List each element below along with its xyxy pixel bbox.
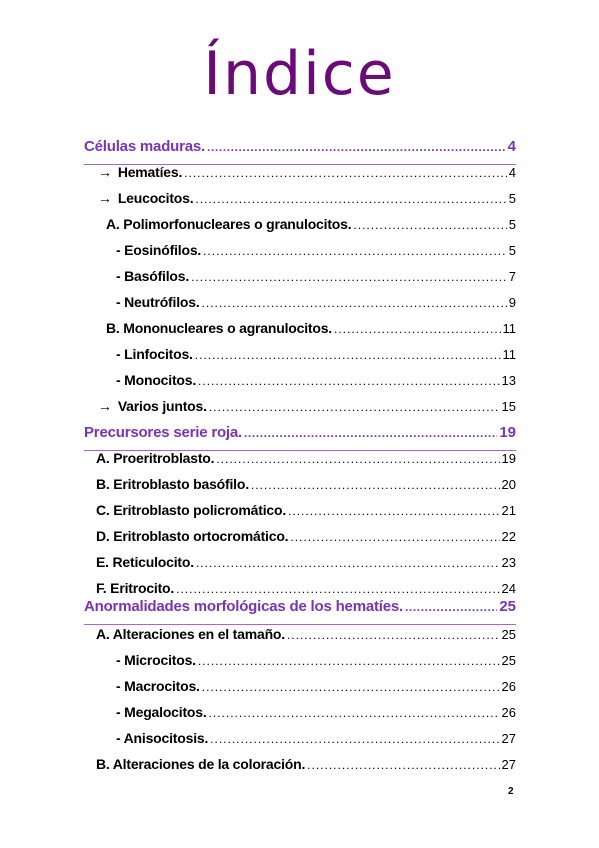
toc-entry[interactable] <box>116 730 516 756</box>
dot-leader <box>202 680 500 694</box>
toc-entry[interactable] <box>116 704 516 730</box>
toc-page-number: 22 <box>501 529 516 544</box>
toc-entry-label <box>84 424 242 441</box>
toc-entry-text: Precursores serie roja. <box>84 424 242 441</box>
toc-page-number: 13 <box>501 373 516 388</box>
toc-entry-label <box>96 580 174 596</box>
toc-entry-label <box>106 320 332 336</box>
toc-section[interactable] <box>84 598 516 624</box>
toc-entry[interactable] <box>96 626 516 652</box>
toc-entry-text: - Microcitos. <box>116 652 196 668</box>
toc-entry[interactable] <box>98 398 516 424</box>
toc-entry-label <box>116 294 200 310</box>
toc-entry[interactable] <box>116 242 516 268</box>
toc-entry[interactable] <box>116 652 516 678</box>
arrow-icon: → <box>98 398 112 414</box>
dot-leader <box>244 426 497 440</box>
toc-page-number: 7 <box>508 269 516 284</box>
toc-page-number: 25 <box>501 627 516 642</box>
toc-entry-label <box>98 190 193 206</box>
toc-entry-text: - Anisocitosis. <box>116 730 209 746</box>
toc-entry[interactable] <box>116 678 516 704</box>
toc-entry-label <box>96 476 249 492</box>
toc-entry-text: Leucocitos. <box>117 190 194 206</box>
dot-leader <box>176 582 499 596</box>
toc-entry-text: A. Alteraciones en el tamaño. <box>96 626 285 642</box>
page-number: 2 <box>508 786 514 797</box>
toc-page-number: 24 <box>501 581 516 596</box>
toc-page-number: 4 <box>508 165 516 180</box>
toc-entry-text: A. Polimorfonucleares o granulocitos. <box>106 216 352 232</box>
toc-entry-label <box>116 704 207 720</box>
toc-entry-text: E. Reticulocito. <box>96 554 194 570</box>
toc-entry-label <box>116 730 208 746</box>
toc-entry[interactable] <box>116 268 516 294</box>
toc-page-number: 21 <box>501 503 516 518</box>
toc-entry-text: Hematíes. <box>117 164 183 180</box>
toc-entry-text: - Monocitos. <box>116 372 197 388</box>
toc-page-number: 27 <box>501 731 516 746</box>
toc-entry-text: Varios juntos. <box>117 398 207 414</box>
toc-entry-label <box>96 626 285 642</box>
toc-entry-text: - Neutrófilos. <box>116 294 200 310</box>
dot-leader <box>251 478 500 492</box>
arrow-icon: → <box>98 164 112 180</box>
dot-leader <box>307 758 499 772</box>
dot-leader <box>207 140 506 154</box>
toc-entry-label <box>116 268 189 284</box>
toc-page-number: 15 <box>501 399 516 414</box>
toc-entry-label <box>116 678 200 694</box>
toc-entry-label <box>96 528 288 544</box>
toc-page-number: 19 <box>501 451 516 466</box>
dot-leader <box>287 628 500 642</box>
toc-entry-label <box>84 598 403 615</box>
dot-leader <box>195 348 501 362</box>
toc-entry[interactable] <box>106 216 516 242</box>
toc-entry-text: B. Mononucleares o agranulocitos. <box>106 320 332 336</box>
toc-page-number: 5 <box>508 191 516 206</box>
toc-page-number: 9 <box>508 295 516 310</box>
toc-entry-text: Anormalidades morfológicas de los hematíes. <box>84 598 403 615</box>
arrow-icon: → <box>98 190 112 206</box>
toc-entry[interactable] <box>96 554 516 580</box>
toc-entry-text: C. Eritroblasto policromático. <box>96 502 287 518</box>
toc-entry-label <box>84 138 205 155</box>
toc-entry[interactable] <box>98 190 516 216</box>
dot-leader <box>210 732 499 746</box>
dot-leader <box>195 192 506 206</box>
dot-leader <box>209 400 500 414</box>
toc-page-number: 27 <box>501 757 516 772</box>
toc-entry-label <box>96 450 214 466</box>
toc-entry-text: B. Alteraciones de la coloración. <box>96 756 306 772</box>
toc-entry[interactable] <box>98 164 516 190</box>
toc-entry[interactable] <box>116 294 516 320</box>
toc-entry-label <box>116 652 196 668</box>
dot-leader <box>405 600 497 614</box>
dot-leader <box>209 706 500 720</box>
toc-entry-label <box>106 216 351 232</box>
dot-leader <box>203 244 507 258</box>
page-title: Índice <box>203 39 396 109</box>
toc-entry[interactable] <box>96 756 516 782</box>
toc-entry-text: Células maduras. <box>84 138 206 155</box>
toc-entry[interactable] <box>96 502 516 528</box>
toc-page-number: 25 <box>501 653 516 668</box>
toc-entry-label <box>96 502 286 518</box>
dot-leader <box>202 296 507 310</box>
toc-section[interactable] <box>84 138 516 164</box>
toc-page-number: 23 <box>501 555 516 570</box>
toc-entry-text: D. Eritroblasto ortocromático. <box>96 528 289 544</box>
toc-entry-text: - Megalocitos. <box>116 704 207 720</box>
toc-entry-label <box>98 398 207 414</box>
toc-entry[interactable] <box>116 346 516 372</box>
toc-entry[interactable] <box>96 450 516 476</box>
dot-leader <box>353 218 506 232</box>
toc-page-number: 4 <box>507 138 516 155</box>
toc-entry[interactable] <box>106 320 516 346</box>
toc-entry[interactable] <box>96 528 516 554</box>
section-underline <box>84 624 516 625</box>
toc-page-number: 25 <box>499 598 516 615</box>
toc-entry-label <box>116 346 193 362</box>
dot-leader <box>334 322 501 336</box>
dot-leader <box>216 452 499 466</box>
toc-entry-label <box>98 164 182 180</box>
toc-entry[interactable] <box>116 372 516 398</box>
dot-leader <box>184 166 507 180</box>
toc-entry-text: - Linfocitos. <box>116 346 193 362</box>
toc-page-number: 11 <box>502 321 516 336</box>
dot-leader <box>290 530 499 544</box>
dot-leader <box>198 374 499 388</box>
toc-entry[interactable] <box>96 476 516 502</box>
dot-leader <box>196 556 500 570</box>
toc-page-number: 5 <box>508 243 516 258</box>
toc-entry-label <box>116 242 201 258</box>
toc-page-number: 26 <box>501 679 516 694</box>
toc-entry-label <box>96 756 305 772</box>
toc-entry-text: B. Eritroblasto basófilo. <box>96 476 249 492</box>
dot-leader <box>198 654 500 668</box>
toc-entry-text: - Eosinófilos. <box>116 242 202 258</box>
toc-entry-text: F. Eritrocito. <box>96 580 175 596</box>
toc-section[interactable] <box>84 424 516 450</box>
dot-leader <box>288 504 500 518</box>
toc-entry-text: A. Proeritroblasto. <box>96 450 215 466</box>
toc-entry-label <box>116 372 196 388</box>
toc-page-number: 20 <box>501 477 516 492</box>
toc-entry-label <box>96 554 194 570</box>
dot-leader <box>191 270 507 284</box>
toc-entry-text: - Basófilos. <box>116 268 190 284</box>
toc-entry-text: - Macrocitos. <box>116 678 200 694</box>
toc-page-number: 19 <box>499 424 516 441</box>
toc-page-number: 5 <box>508 217 516 232</box>
toc-page-number: 11 <box>502 347 516 362</box>
toc-page-number: 26 <box>501 705 516 720</box>
